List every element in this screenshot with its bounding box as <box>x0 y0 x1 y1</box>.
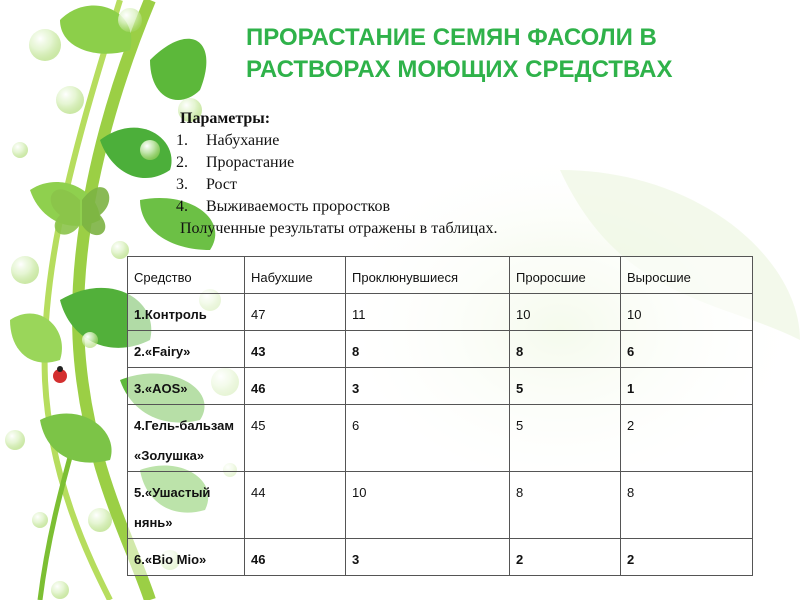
table-cell: 5.«Ушастый нянь» <box>128 472 245 539</box>
table-cell: 45 <box>245 405 346 472</box>
table-cell: 6.«Bio Mio» <box>128 539 245 576</box>
table-cell: 2 <box>621 405 753 472</box>
slide-title: ПРОРАСТАНИЕ СЕМЯН ФАСОЛИ В РАСТВОРАХ МОЮЩИХ СРЕДСТВАХ <box>246 24 673 83</box>
table-cell: 6 <box>621 331 753 368</box>
parameter-number: 2. <box>176 154 188 171</box>
parameter-number: 4. <box>176 198 188 215</box>
table-row <box>128 472 753 539</box>
table-row <box>128 331 753 368</box>
table-cell: 10 <box>346 472 510 539</box>
parameter-text: Прорастание <box>206 154 295 171</box>
table-cell: 4.Гель-бальзам «Золушка» <box>128 405 245 472</box>
parameter-item <box>176 174 497 196</box>
header-cell-remedy: Средство <box>128 257 245 294</box>
parameters-block <box>176 108 498 240</box>
table-cell: 11 <box>346 294 510 331</box>
table-row <box>128 405 753 472</box>
table-row <box>128 368 753 405</box>
parameter-text: Рост <box>206 176 237 193</box>
header-cell-sprouted: Проросшие <box>510 257 621 294</box>
header-cell-hatched: Проклюнувшиеся <box>346 257 510 294</box>
table-cell: 46 <box>245 539 346 576</box>
parameter-item <box>176 152 497 174</box>
table-cell: 8 <box>346 331 510 368</box>
parameter-number: 1. <box>176 132 188 149</box>
table-row <box>128 294 753 331</box>
parameter-item <box>176 196 497 218</box>
table-cell: 3 <box>346 368 510 405</box>
table-cell: 8 <box>510 472 621 539</box>
table-cell: 10 <box>621 294 753 331</box>
table-cell: 2 <box>621 539 753 576</box>
table-cell: 47 <box>245 294 346 331</box>
table-cell: 3.«AOS» <box>128 368 245 405</box>
header-cell-swollen: Набухшие <box>245 257 346 294</box>
table-cell: 5 <box>510 368 621 405</box>
header-cell-grown: Выросшие <box>621 257 753 294</box>
table-cell: 6 <box>346 405 510 472</box>
table-cell: 44 <box>245 472 346 539</box>
parameters-heading: Параметры: <box>180 110 271 127</box>
parameter-number: 3. <box>176 176 188 193</box>
table-cell: 1 <box>621 368 753 405</box>
table-header-row <box>128 257 753 294</box>
table-cell: 2.«Fairy» <box>128 331 245 368</box>
results-note: Полученные результаты отражены в таблицах. <box>180 220 498 237</box>
table-cell: 8 <box>621 472 753 539</box>
table-cell: 46 <box>245 368 346 405</box>
table-cell: 10 <box>510 294 621 331</box>
table-cell: 2 <box>510 539 621 576</box>
parameter-text: Выживаемость проростков <box>206 198 391 215</box>
table-cell: 5 <box>510 405 621 472</box>
parameters-list <box>176 130 497 218</box>
table-row <box>128 539 753 576</box>
table-cell: 43 <box>245 331 346 368</box>
results-table <box>127 256 753 576</box>
parameter-item <box>176 130 497 152</box>
table-cell: 8 <box>510 331 621 368</box>
table-cell: 3 <box>346 539 510 576</box>
parameter-text: Набухание <box>206 132 280 149</box>
table-cell: 1.Контроль <box>128 294 245 331</box>
